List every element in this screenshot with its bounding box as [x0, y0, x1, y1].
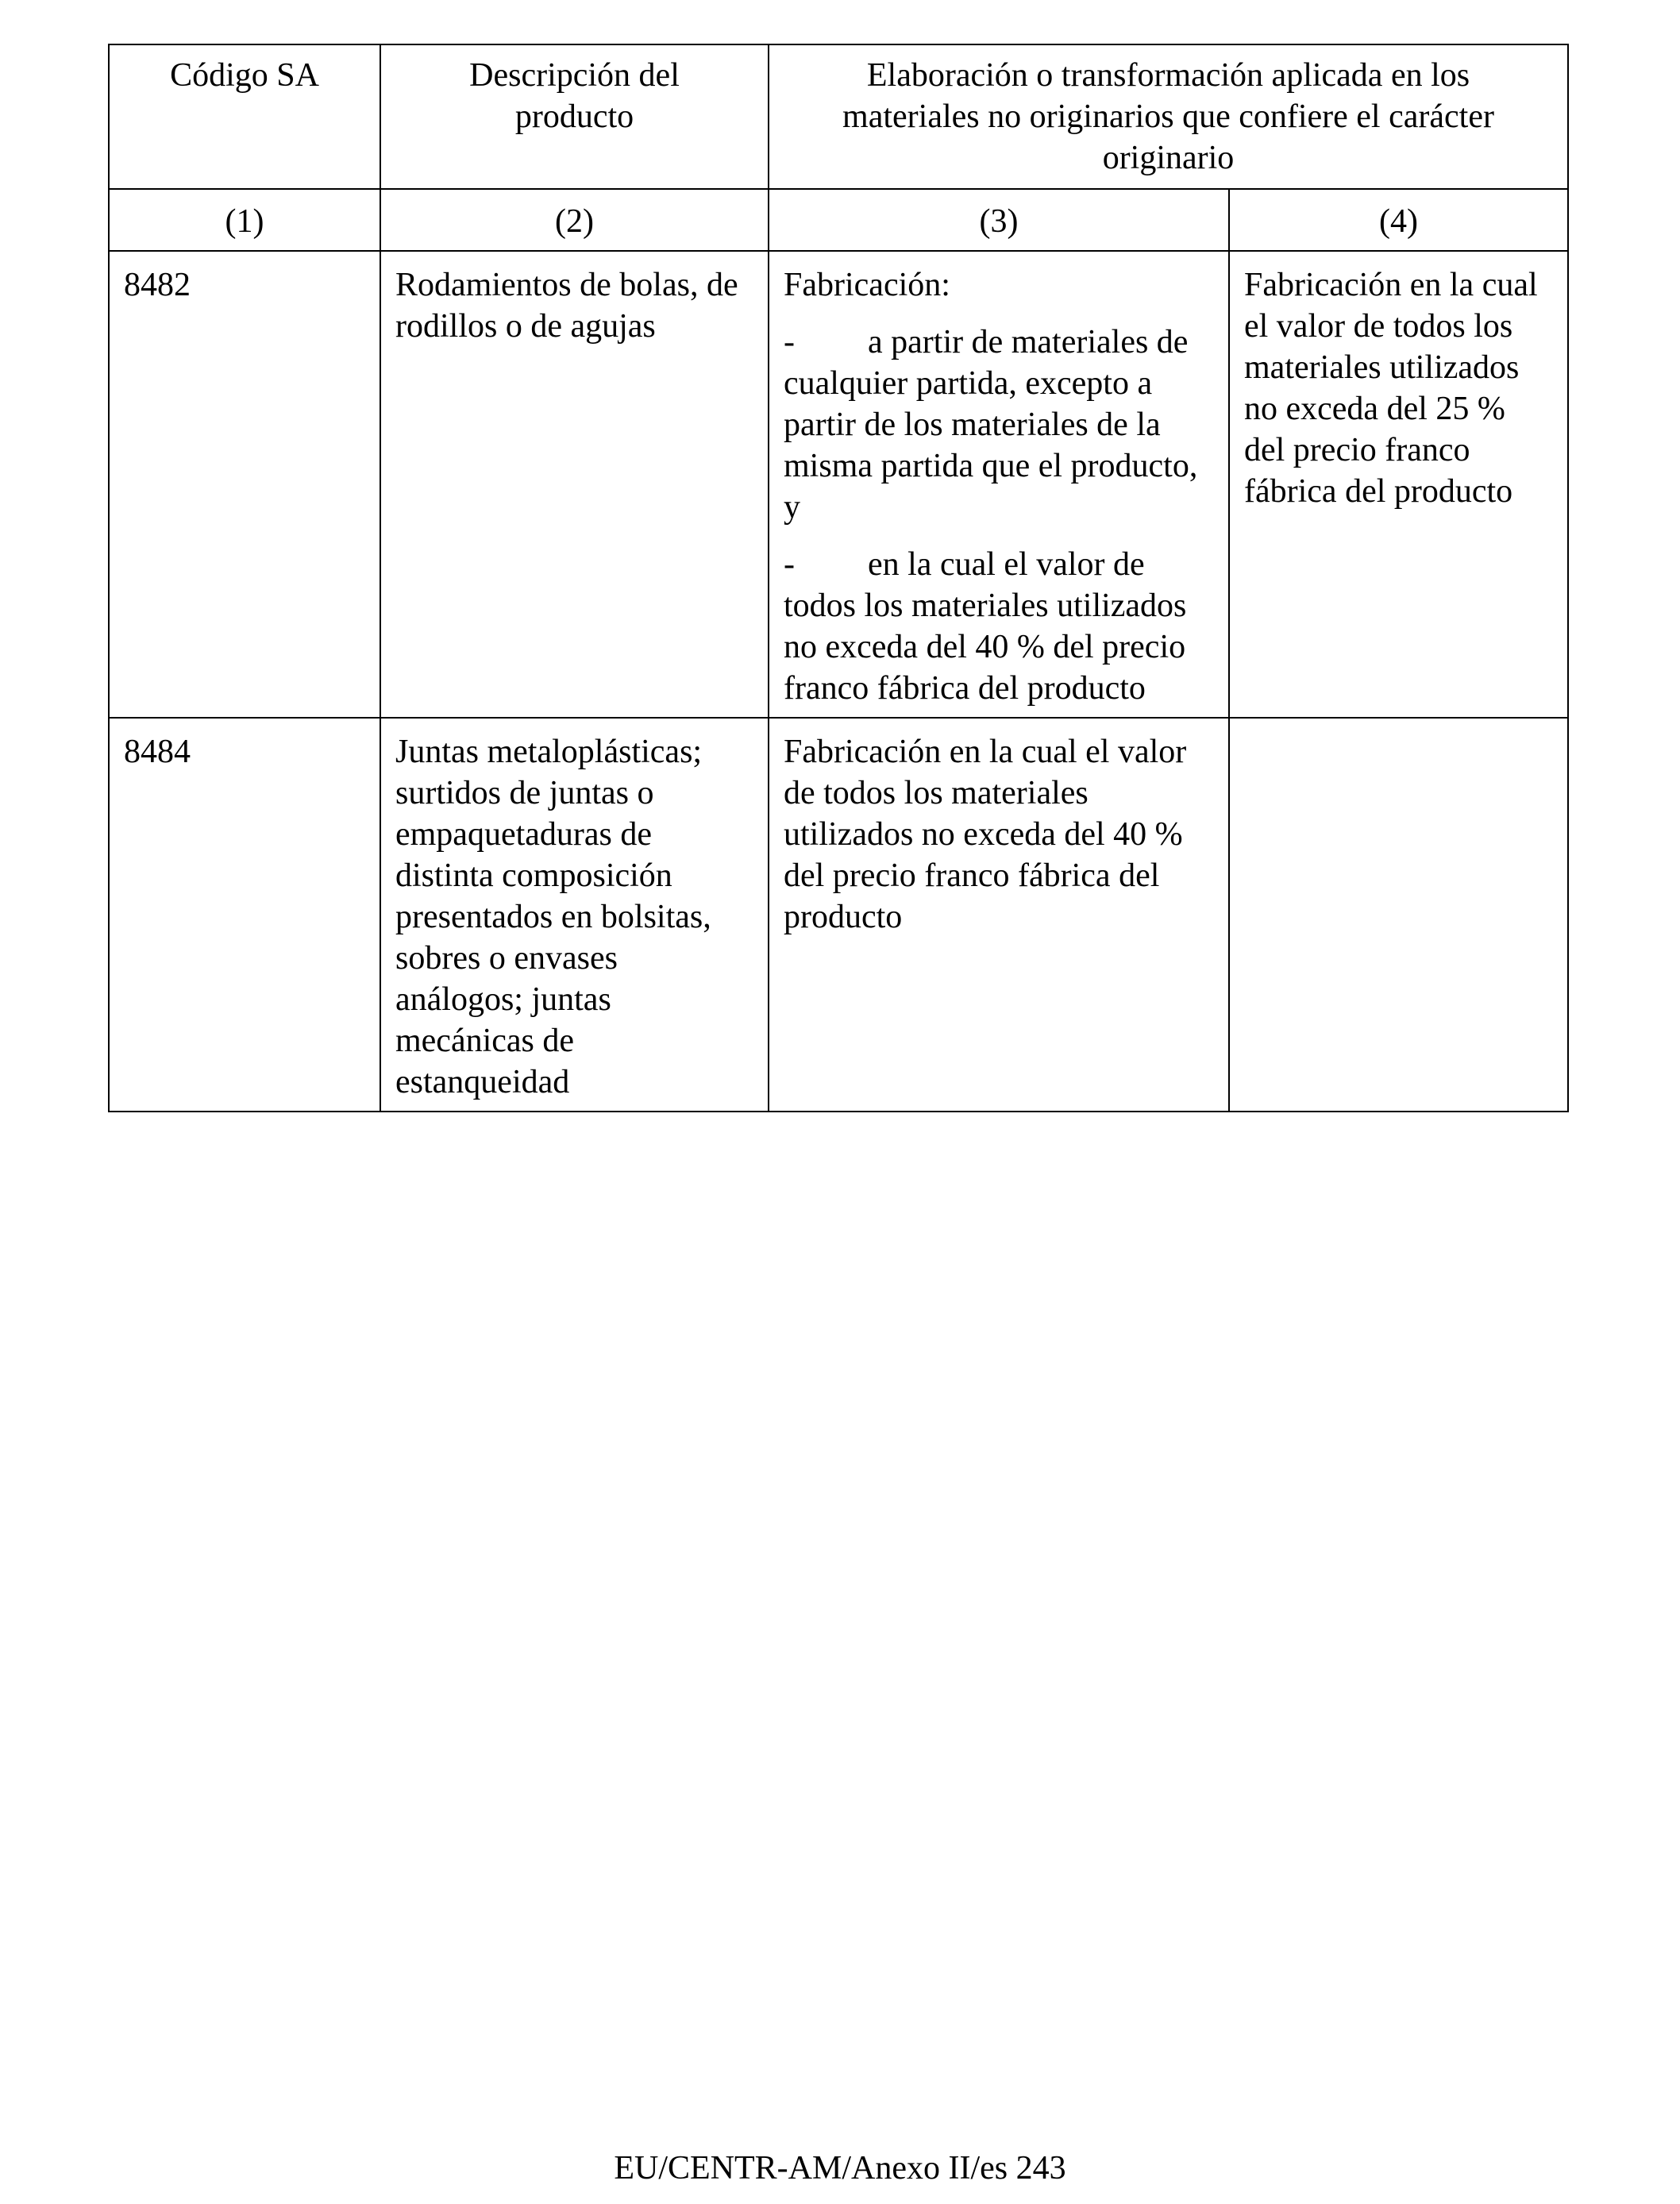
row-description: Juntas metaloplásticas; surtidos de juntas o empaquetaduras de distinta composición presentados en bolsitas, sobres o envases análogos; juntas mecánicas de estanqueidad — [380, 718, 769, 1112]
processing-item — [784, 544, 1214, 709]
header-processing: Elaboración o transformación aplicada en los materiales no originarios que confiere el carácter originario — [769, 44, 1568, 189]
processing-item-text: en la cual el valor de todos los materiales utilizados no exceda del 40 % del precio franco fábrica del producto — [784, 546, 1187, 707]
column-number-4: (4) — [1229, 189, 1568, 251]
row-alternative-rule: Fabricación en la cual el valor de todos los materiales utilizados no exceda del 25 % del precio franco fábrica del producto — [1229, 251, 1568, 718]
row-description: Rodamientos de bolas, de rodillos o de agujas — [380, 251, 769, 718]
table-header-row — [109, 44, 1568, 189]
processing-intro: Fabricación: — [784, 267, 950, 303]
column-number-2: (2) — [380, 189, 769, 251]
processing-intro: Fabricación en la cual el valor de todos los materiales utilizados no exceda del 40 % del precio franco fábrica del producto — [784, 734, 1187, 935]
processing-item-text: a partir de materiales de cualquier partida, excepto a partir de los materiales de la misma partida que el producto, y — [784, 324, 1198, 526]
dash-marker: - — [784, 546, 795, 583]
column-number-3: (3) — [769, 189, 1229, 251]
header-code: Código SA — [109, 44, 380, 189]
rules-of-origin-table — [108, 44, 1569, 1112]
table-row — [109, 251, 1568, 718]
row-processing — [769, 251, 1229, 718]
row-code: 8482 — [109, 251, 380, 718]
row-processing — [769, 718, 1229, 1112]
dash-marker: - — [784, 324, 795, 360]
header-description: Descripción del producto — [380, 44, 769, 189]
processing-item — [784, 322, 1214, 528]
row-alternative-rule — [1229, 718, 1568, 1112]
row-code: 8484 — [109, 718, 380, 1112]
page-footer: EU/CENTR-AM/Anexo II/es 243 — [614, 2150, 1066, 2187]
column-number-1: (1) — [109, 189, 380, 251]
column-number-row — [109, 189, 1568, 251]
table-row — [109, 718, 1568, 1112]
